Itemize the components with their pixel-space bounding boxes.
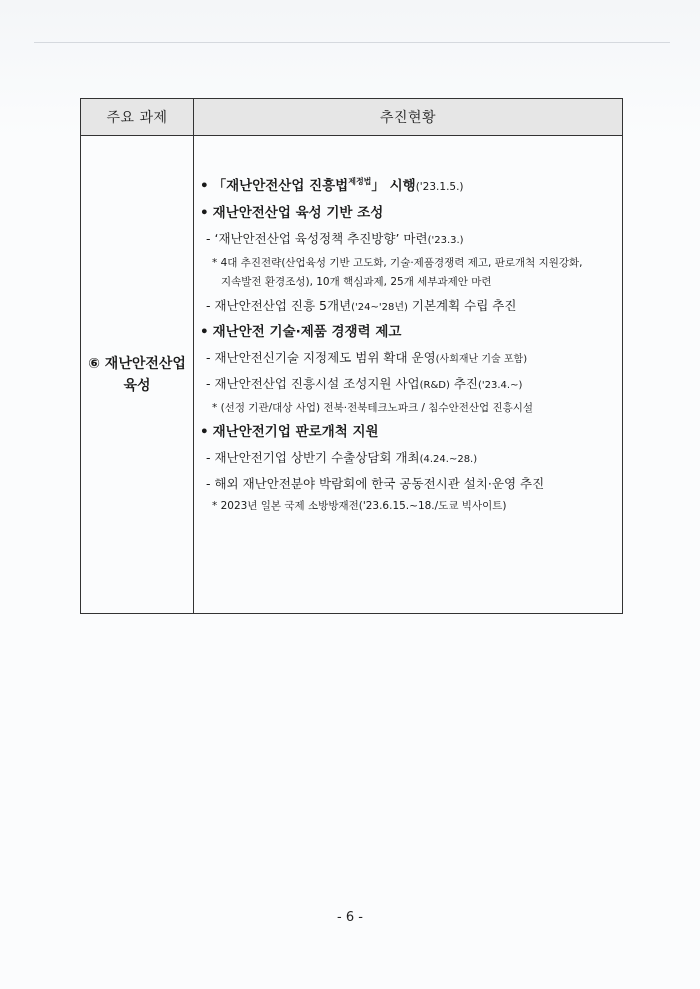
dash-text: - 재난안전기업 상반기 수출상담회 개최 xyxy=(206,450,420,465)
bullet-item xyxy=(200,204,622,223)
bullet-item xyxy=(200,323,622,342)
note-item: * 2023년 일본 국제 소방방재전('23.6.15.~18./도쿄 빅사이트) xyxy=(212,500,507,512)
header-task: 주요 과제 xyxy=(81,99,194,136)
bullet-text: 재난안전 기술·제품 경쟁력 제고 xyxy=(212,324,402,340)
dash-text: - 재난안전신기술 지정제도 범위 확대 운영 xyxy=(206,350,436,365)
page-number: - 6 - xyxy=(337,910,363,925)
dash-item xyxy=(200,297,622,316)
dash-text: - 재난안전산업 진흥시설 조성지원 사업 xyxy=(206,376,420,391)
dash-item xyxy=(200,230,622,249)
dash-small: ('24~'28년) xyxy=(351,302,408,313)
bullet-dot: • xyxy=(200,205,209,221)
status-cell xyxy=(194,136,623,614)
dash-text: - ‘재난안전산업 육성정책 추진방향’ 마련 xyxy=(206,231,428,246)
dash-small: (사회재난 기술 포함) xyxy=(435,354,528,365)
table-row xyxy=(81,136,623,614)
bullet-superscript: 제정법 xyxy=(348,177,372,186)
task-cell xyxy=(81,136,194,614)
task-status-table xyxy=(80,98,623,614)
dash-date: (4.24.~28.) xyxy=(419,454,478,465)
bullet-text-end: 」 시행 xyxy=(371,178,416,194)
bullet-dot: • xyxy=(200,424,209,440)
bullet-dot: • xyxy=(200,178,209,194)
dash-item: - 해외 재난안전분야 박람회에 한국 공동전시관 설치·운영 추진 xyxy=(206,476,545,491)
bullet-text: 재난안전기업 판로개척 지원 xyxy=(212,424,379,440)
bullet-date: ('23.1.5.) xyxy=(415,181,464,193)
bullet-item xyxy=(200,172,622,197)
bullet-text: 「재난안전산업 진흥법 xyxy=(212,178,349,194)
task-label-line2: 육성 xyxy=(123,377,151,394)
dash-item xyxy=(200,375,622,394)
dash-date: ('23.4.~) xyxy=(477,380,523,391)
note-item-continued: 지속발전 환경조성), 10개 핵심과제, 25개 세부과제안 마련 xyxy=(221,276,492,288)
dash-small: (R&D) xyxy=(419,380,450,391)
task-label-line1: ⑥ 재난안전산업 xyxy=(88,355,186,372)
bullet-dot: • xyxy=(200,324,209,340)
bullet-item xyxy=(200,423,622,442)
note-item: * (선정 기관/대상 사업) 전북·전북테크노파크 / 침수안전산업 진흥시설 xyxy=(212,402,534,414)
dash-item xyxy=(200,449,622,468)
dash-text: - 재난안전산업 진흥 5개년 xyxy=(206,298,352,313)
bullet-text: 재난안전산업 육성 기반 조성 xyxy=(212,205,384,221)
header-status: 추진현황 xyxy=(194,99,623,136)
note-item: * 4대 추진전략(산업육성 기반 고도화, 기술·제품경쟁력 제고, 판로개척 지원강화, xyxy=(212,257,583,269)
header-rule xyxy=(34,42,670,43)
table-header-row xyxy=(81,99,623,136)
dash-date: ('23.3.) xyxy=(427,235,464,246)
dash-item xyxy=(200,349,622,368)
dash-text-end: 기본계획 수립 추진 xyxy=(407,298,517,313)
dash-text-mid: 추진 xyxy=(449,376,478,391)
